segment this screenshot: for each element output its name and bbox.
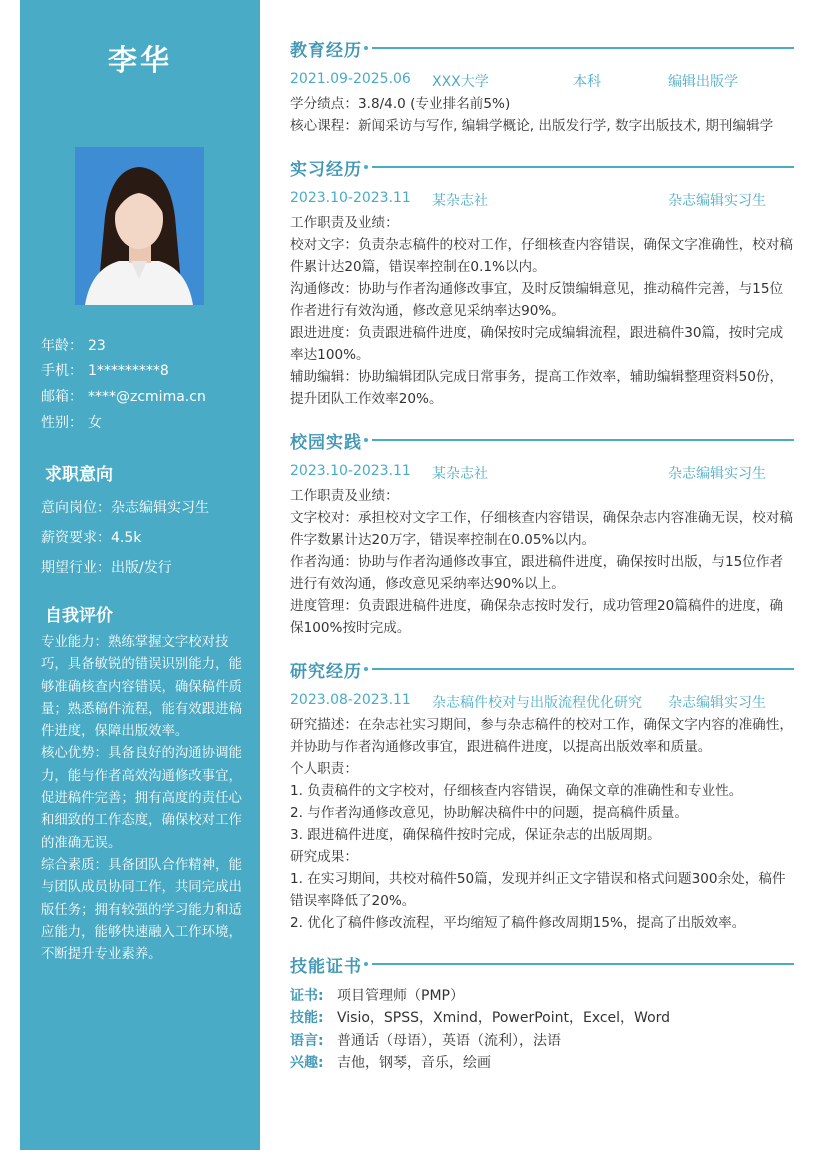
intent-position: 意向岗位：杂志编辑实习生 [41,500,209,516]
candidate-name: 李华 [107,43,172,77]
campus-header [290,427,794,453]
campus-line: 作者沟通：协助与作者沟通修改事宜，跟进稿件进度，确保按时出版，与15位作者进行有效沟通，修改意见采纳率达90%以上。 [290,554,784,592]
research-header [290,656,794,682]
info-phone: 手机： 1*********8 [41,363,169,379]
intent-salary: 薪资要求：4.5k [41,530,142,546]
skills-title: 技能证书 [290,956,362,977]
research-line: 个人职责： [290,761,358,777]
research-line: 3. 跟进稿件进度，确保稿件按时完成，保证杂志的出版周期。 [290,827,661,843]
info-gender: 性别： 女 [41,415,102,431]
skill-row-interests: 兴趣: 吉他，钢琴，音乐，绘画 [290,1054,491,1071]
education-degree: 本科 [573,74,601,90]
info-email: 邮箱： ****@zcmima.cn [41,389,206,405]
internship-period: 2023.10-2023.11 [290,190,411,206]
self-eval-heading: 自我评价 [45,606,113,626]
internship-line: 沟通修改：协助与作者沟通修改事宜，及时反馈编辑意见，推动稿件完善，与15位作者进行有效沟通，修改意见采纳率达90%。 [290,281,784,319]
research-line: 1. 在实习期间，共校对稿件50篇，发现并纠正文字错误和格式问题300余处，稿件错误率降低了20%。 [290,871,786,909]
internship-header [290,154,794,180]
campus-line: 进度管理：负责跟进稿件进度，确保杂志按时发行，成功管理20篇稿件的进度，确保100%按时完成。 [290,598,784,636]
profile-photo [75,147,204,305]
research-line: 研究成果： [290,849,358,865]
skill-row-language: 语言: 普通话（母语），英语（流利），法语 [290,1032,561,1049]
education-title: 教育经历 [290,40,362,61]
campus-details [290,485,794,639]
education-line: 学分绩点：3.8/4.0 (专业排名前5%) [290,96,511,112]
intent-industry: 期望行业：出版/发行 [41,560,172,576]
research-project: 杂志稿件校对与出版流程优化研究 [432,695,642,711]
self-eval-paragraph: 专业能力：熟练掌握文字校对技巧，具备敏锐的错误识别能力，能够准确核查内容错误，确保稿件质量；熟悉稿件流程，能有效跟进稿件进度，保障出版效率。 [41,635,242,740]
skill-row-skills: 技能: Visio，SPSS，Xmind，PowerPoint，Excel，Word [290,1010,671,1027]
skills-header [290,951,794,977]
campus-title: 校园实践 [290,432,362,453]
info-age: 年龄： 23 [41,338,106,354]
campus-role: 杂志编辑实习生 [668,466,766,482]
intent-heading: 求职意向 [45,465,113,485]
education-header [290,35,794,61]
research-line: 研究描述：在杂志社实习期间，参与杂志稿件的校对工作，确保文字内容的准确性，并协助与作者沟通修改事宜，跟进稿件进度，以提高出版效率和质量。 [290,717,793,755]
internship-title: 实习经历 [290,159,362,180]
section-divider [372,668,794,670]
education-school: XXX大学 [432,74,489,90]
research-period: 2023.08-2023.11 [290,692,411,708]
education-item-header [290,71,794,91]
self-eval-text [41,632,243,966]
research-line: 1. 负责稿件的文字校对，仔细核查内容错误，确保文章的准确性和专业性。 [290,783,743,799]
campus-item-header [290,463,794,483]
campus-line: 工作职责及业绩： [290,488,399,504]
internship-org: 某杂志社 [432,193,488,209]
self-eval-paragraph: 综合素质：具备团队合作精神，能与团队成员协同工作，共同完成出版任务；拥有较强的学习能力和适应能力，能够快速融入工作环境，不断提升专业素养。 [41,857,242,963]
section-divider [372,47,794,49]
research-line: 2. 优化了稿件修改流程，平均缩短了稿件修改周期15%，提高了出版效率。 [290,915,746,931]
skills-list [290,985,794,1074]
internship-details [290,212,794,410]
internship-line: 校对文字：负责杂志稿件的校对工作，仔细核查内容错误，确保文字准确性，校对稿件累计达20篇，错误率控制在0.1%以内。 [290,237,793,275]
research-details [290,714,794,934]
skill-row-cert: 证书: 项目管理师（PMP） [290,988,464,1004]
sidebar [20,0,260,1150]
internship-item-header [290,190,794,210]
research-item-header [290,692,794,712]
research-role: 杂志编辑实习生 [668,695,766,711]
internship-role: 杂志编辑实习生 [668,193,766,209]
education-major: 编辑出版学 [668,74,738,90]
education-period: 2021.09-2025.06 [290,71,411,87]
education-details [290,93,794,137]
campus-line: 文字校对：承担校对文字工作，仔细核查内容错误，确保杂志内容准确无误，校对稿件字数累计达20万字，错误率控制在0.05%以内。 [290,510,793,548]
campus-period: 2023.10-2023.11 [290,463,411,479]
internship-line: 跟进进度：负责跟进稿件进度，确保按时完成编辑流程，跟进稿件30篇，按时完成率达100%。 [290,325,784,363]
internship-line: 工作职责及业绩： [290,215,399,231]
self-eval-paragraph: 核心优势：具备良好的沟通协调能力，能与作者高效沟通修改事宜，促进稿件完善；拥有高度的责任心和细致的工作态度，确保校对工作的准确无误。 [41,746,242,851]
education-line: 核心课程：新闻采访与写作, 编辑学概论, 出版发行学, 数字出版技术, 期刊编辑学 [290,118,774,134]
campus-org: 某杂志社 [432,466,488,482]
research-title: 研究经历 [290,661,362,682]
section-divider [372,963,794,965]
section-divider [372,166,794,168]
internship-line: 辅助编辑：协助编辑团队完成日常事务，提高工作效率，辅助编辑整理资料50份，提升团队工作效率20%。 [290,369,784,407]
profile-photo-icon [75,147,204,305]
research-line: 2. 与作者沟通修改意见，协助解决稿件中的问题，提高稿件质量。 [290,805,688,821]
section-divider [372,439,794,441]
